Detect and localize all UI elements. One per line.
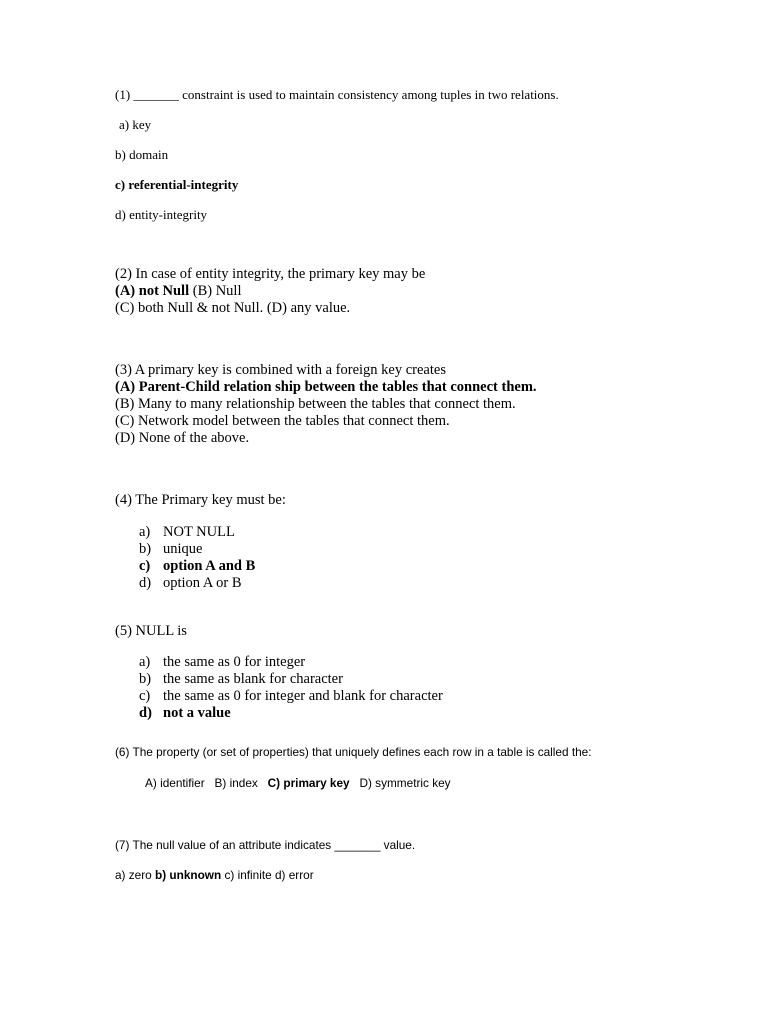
question-7-options	[115, 870, 314, 882]
question-2-stem: (2) In case of entity integrity, the primary key may be	[115, 266, 426, 282]
question-7-option-c: c) infinite	[224, 868, 272, 882]
question-6-option-a: A) identifier	[145, 776, 205, 790]
question-7-option-a: a) zero	[115, 868, 152, 882]
question-3-option-b: (B) Many to many relationship between the tables that connect them.	[115, 396, 516, 412]
question-5-option-b: b) the same as blank for character	[139, 671, 343, 687]
question-5-option-d: d) not a value	[139, 705, 231, 721]
question-7-option-b: b) unknown	[155, 868, 222, 882]
question-3-option-c: (C) Network model between the tables that connect them.	[115, 413, 450, 429]
question-3-stem: (3) A primary key is combined with a foreign key creates	[115, 362, 446, 378]
question-6-option-b: B) index	[214, 776, 258, 790]
question-1-option-d: d) entity-integrity	[115, 207, 208, 222]
question-1-option-c: c) referential-integrity	[115, 177, 239, 192]
question-7-stem: (7) The null value of an attribute indicates _______ value.	[115, 838, 416, 852]
question-2-option-b: (B) Null	[189, 283, 242, 299]
question-4-option-d: d) option A or B	[139, 575, 242, 591]
question-4-option-c: c) option A and B	[139, 558, 256, 574]
question-7-option-d: d) error	[274, 868, 314, 882]
question-1-option-a: a) key	[119, 117, 152, 132]
question-5-option-a: a) the same as 0 for integer	[139, 654, 306, 670]
question-3-option-a: (A) Parent-Child relation ship between the tables that connect them.	[115, 379, 537, 395]
question-4-option-a: a) NOT NULL	[139, 524, 235, 540]
question-1-stem: (1) _______ constraint is used to maintain consistency among tuples in two relations.	[115, 87, 559, 102]
question-2-options-line-2: (C) both Null & not Null. (D) any value.	[115, 300, 351, 316]
question-6-option-d: D) symmetric key	[359, 776, 451, 790]
question-1-option-b: b) domain	[115, 147, 169, 162]
question-4-stem: (4) The Primary key must be:	[115, 492, 286, 508]
question-2-answer: (A) not Null	[115, 283, 190, 299]
question-6-options	[145, 778, 451, 790]
question-5-stem: (5) NULL is	[115, 623, 187, 639]
question-6-stem: (6) The property (or set of properties) that uniquely defines each row in a table is called the:	[115, 745, 592, 759]
question-2-options-line-1	[115, 284, 241, 299]
question-3-option-d: (D) None of the above.	[115, 430, 250, 446]
question-6-option-c: C) primary key	[267, 776, 350, 790]
question-5-option-c: c) the same as 0 for integer and blank for character	[139, 688, 443, 704]
question-4-option-b: b) unique	[139, 541, 203, 557]
